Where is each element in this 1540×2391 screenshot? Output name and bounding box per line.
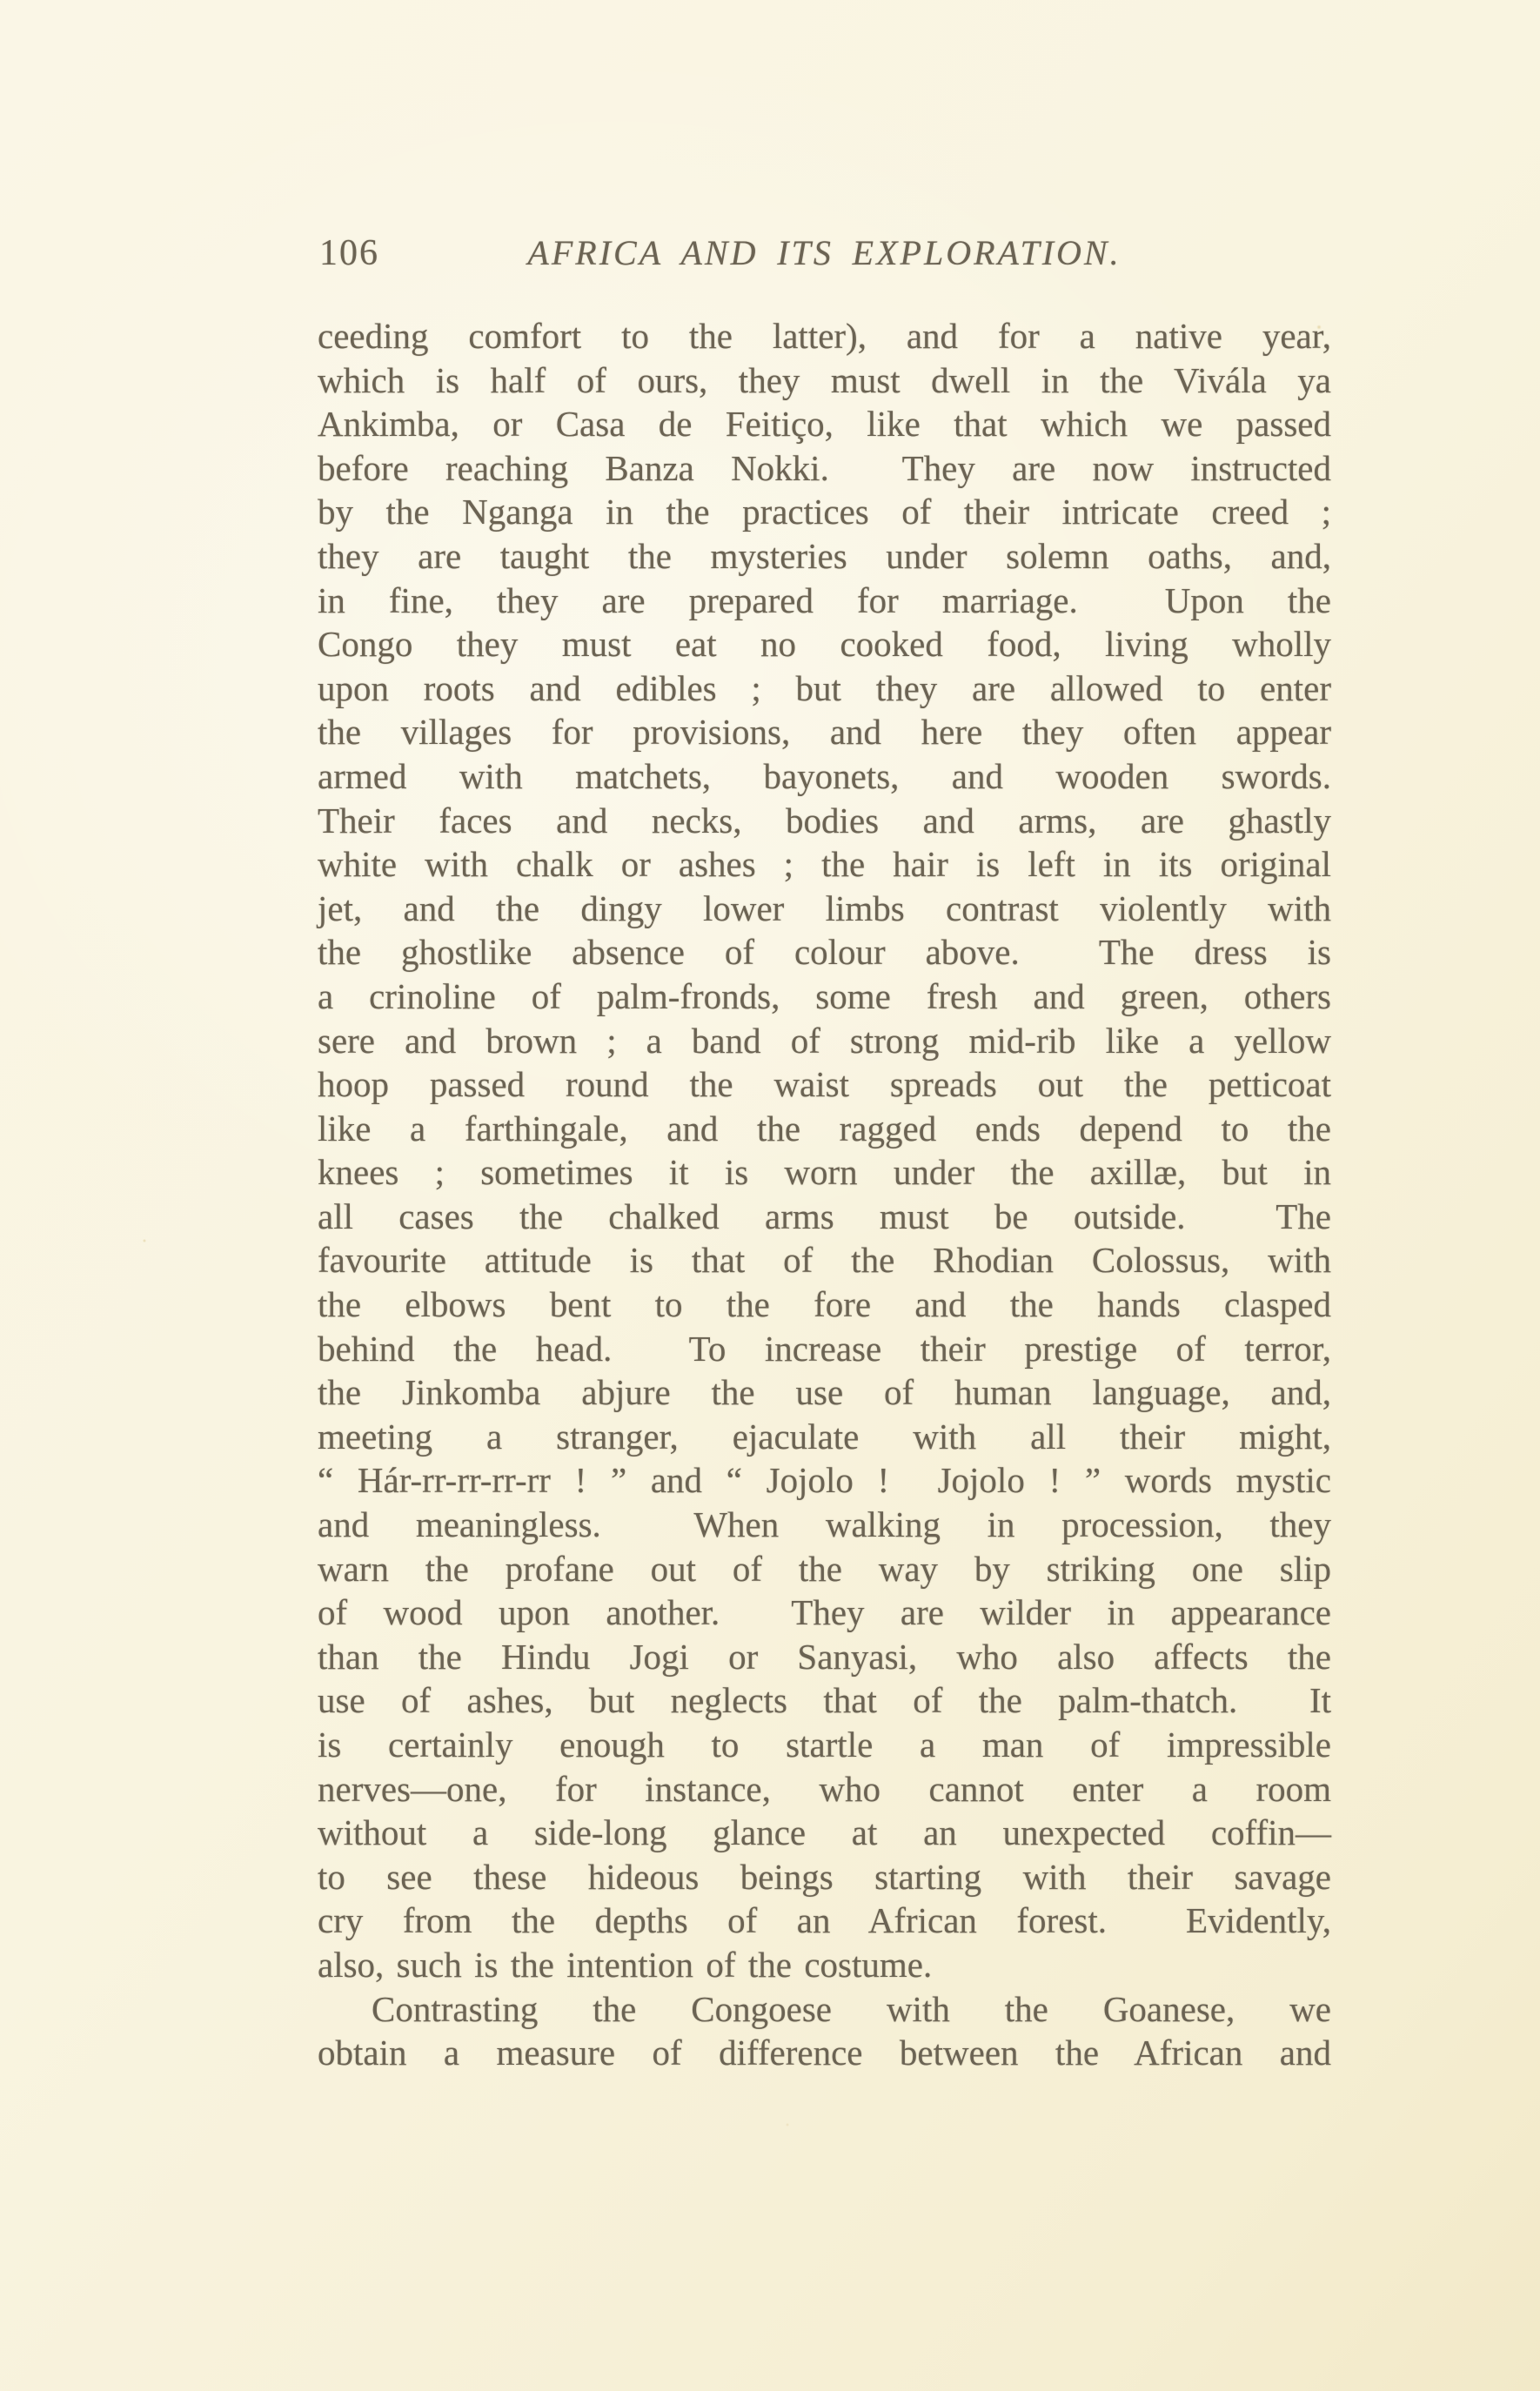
page-header [318, 231, 1331, 277]
text-line: hoop passed round the waist spreads out the petticoat [318, 1064, 1331, 1105]
text-line: cry from the depths of an African forest. Evidently, [318, 1900, 1331, 1941]
text-line: armed with matchets, bayonets, and wooden swords. [318, 755, 1331, 796]
text-line: the villages for provisions, and here they often appear [318, 712, 1331, 753]
text-line: obtain a measure of difference between the African and [318, 2033, 1331, 2073]
text-line: by the Nganga in the practices of their intricate creed ; [318, 492, 1331, 532]
text-line: the ghostlike absence of colour above. The dress is [318, 932, 1331, 973]
page-number: 106 [319, 233, 379, 273]
text-line: “ Hár-rr-rr-rr-rr ! ” and “ Jojolo ! Jojolo ! ” words mystic [318, 1460, 1331, 1501]
text-line: favourite attitude is that of the Rhodian Colossus, with [318, 1240, 1331, 1281]
text-line: a crinoline of palm-fronds, some fresh and green, others [318, 975, 1331, 1016]
text-line: all cases the chalked arms must be outside. The [318, 1196, 1331, 1236]
text-line: behind the head. To increase their prestige of terror, [318, 1328, 1331, 1369]
text-line: is certainly enough to startle a man of impressible [318, 1725, 1331, 1765]
text-line: Their faces and necks, bodies and arms, are ghastly [318, 800, 1331, 841]
text-line: use of ashes, but neglects that of the palm-thatch. It [318, 1680, 1331, 1721]
text-line: white with chalk or ashes ; the hair is left in its original [318, 844, 1331, 885]
text-line: which is half of ours, they must dwell in the Vivála ya [318, 359, 1331, 400]
text-line: warn the profane out of the way by striking one slip [318, 1548, 1331, 1589]
text-line: ceeding comfort to the latter), and for a native year, [318, 316, 1331, 356]
text-line: knees ; sometimes it is worn under the axillæ, but in [318, 1152, 1331, 1193]
text-line: like a farthingale, and the ragged ends depend to the [318, 1108, 1331, 1149]
text-line: nerves—one, for instance, who cannot enter a room [318, 1768, 1331, 1809]
text-line: jet, and the dingy lower limbs contrast violently with [318, 887, 1331, 928]
text-line: and meaningless. When walking in procession, they [318, 1504, 1331, 1545]
text-line: the Jinkomba abjure the use of human language, and, [318, 1372, 1331, 1413]
text-line: also, such is the intention of the costume. [318, 1944, 933, 1985]
text-line: than the Hindu Jogi or Sanyasi, who also affects the [318, 1636, 1331, 1677]
text-line: they are taught the mysteries under solemn oaths, and, [318, 535, 1331, 576]
text-line: before reaching Banza Nokki. They are now instructed [318, 447, 1331, 488]
text-line: sere and brown ; a band of strong mid-rib like a yellow [318, 1020, 1331, 1061]
text-line: the elbows bent to the fore and the hands clasped [318, 1284, 1331, 1325]
text-line: meeting a stranger, ejaculate with all their might, [318, 1416, 1331, 1457]
text-line: Congo they must eat no cooked food, living wholly [318, 624, 1331, 665]
text-line: upon roots and edibles ; but they are allowed to enter [318, 667, 1331, 708]
text-line: of wood upon another. They are wilder in appearance [318, 1592, 1331, 1633]
text-line: without a side-long glance at an unexpected coffin— [318, 1812, 1331, 1853]
text-line: Ankimba, or Casa de Feitiço, like that which we passed [318, 404, 1331, 445]
body-text [318, 314, 1331, 2075]
running-title: AFRICA AND ITS EXPLORATION. [527, 233, 1122, 272]
text-line: to see these hideous beings starting with their savage [318, 1856, 1331, 1897]
text-line: Contrasting the Congoese with the Goanese, we [372, 1988, 1331, 2029]
text-line: in fine, they are prepared for marriage. Upon the [318, 579, 1331, 620]
